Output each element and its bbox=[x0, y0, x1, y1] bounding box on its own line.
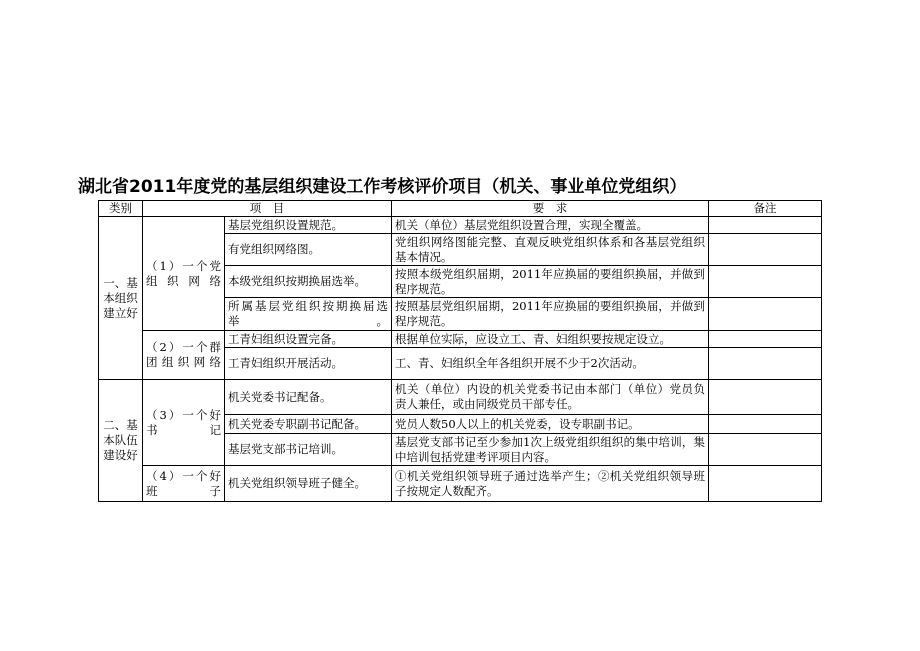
header-item: 项 目 bbox=[143, 201, 392, 217]
requirement-cell: ①机关党组织领导班子通过选举产生；②机关党组织领导班子按规定人数配齐。 bbox=[392, 466, 709, 502]
note-cell bbox=[709, 434, 822, 466]
header-requirement: 要 求 bbox=[392, 201, 709, 217]
item-cell: 机关党组织领导班子健全。 bbox=[225, 466, 392, 502]
table-row bbox=[99, 380, 822, 415]
requirement-cell: 机关（单位）基层党组织设置合理，实现全覆盖。 bbox=[392, 217, 709, 234]
group-cell: （1）一个党组织网络 bbox=[143, 217, 225, 331]
group-cell: （2）一个群团组织网络 bbox=[143, 331, 225, 380]
requirement-cell: 按照本级党组织届期，2011年应换届的要组织换届，并做到程序规范。 bbox=[392, 266, 709, 298]
requirement-cell: 机关（单位）内设的机关党委书记由本部门（单位）党员负责人兼任，或由同级党员干部专任。 bbox=[392, 380, 709, 415]
header-category: 类别 bbox=[99, 201, 143, 217]
note-cell bbox=[709, 331, 822, 348]
note-cell bbox=[709, 466, 822, 502]
requirement-cell: 按照基层党组织届期，2011年应换届的要组织换届，并做到程序规范。 bbox=[392, 298, 709, 331]
note-cell bbox=[709, 234, 822, 266]
table-row bbox=[99, 217, 822, 234]
table-row bbox=[99, 466, 822, 502]
requirement-cell: 工、青、妇组织全年各组织开展不少于2次活动。 bbox=[392, 348, 709, 380]
evaluation-table bbox=[98, 200, 822, 502]
note-cell bbox=[709, 348, 822, 380]
item-cell: 工青妇组织设置完备。 bbox=[225, 331, 392, 348]
requirement-cell: 党组织网络图能完整、直观反映党组织体系和各基层党组织基本情况。 bbox=[392, 234, 709, 266]
requirement-cell: 党员人数50人以上的机关党委，设专职副书记。 bbox=[392, 415, 709, 434]
item-cell: 所属基层党组织按期换届选举。 bbox=[225, 298, 392, 331]
item-cell: 有党组织网络图。 bbox=[225, 234, 392, 266]
requirement-cell: 根据单位实际，应设立工、青、妇组织要按规定设立。 bbox=[392, 331, 709, 348]
item-cell: 本级党组织按期换届选举。 bbox=[225, 266, 392, 298]
note-cell bbox=[709, 380, 822, 415]
note-cell bbox=[709, 415, 822, 434]
table-row bbox=[99, 331, 822, 348]
note-cell bbox=[709, 217, 822, 234]
item-cell: 基层党组织设置规范。 bbox=[225, 217, 392, 234]
item-cell: 机关党委专职副书记配备。 bbox=[225, 415, 392, 434]
item-cell: 工青妇组织开展活动。 bbox=[225, 348, 392, 380]
table-header-row bbox=[99, 201, 822, 217]
category-cell: 二、基本队伍建设好 bbox=[99, 380, 143, 502]
requirement-cell: 基层党支部书记至少参加1次上级党组织组织的集中培训，集中培训包括党建考评项目内容。 bbox=[392, 434, 709, 466]
header-note: 备注 bbox=[709, 201, 822, 217]
document-title: 湖北省2011年度党的基层组织建设工作考核评价项目（机关、事业单位党组织） bbox=[78, 177, 687, 197]
category-cell: 一、基本组织建立好 bbox=[99, 217, 143, 380]
item-cell: 机关党委书记配备。 bbox=[225, 380, 392, 415]
group-cell: （3）一个好书记 bbox=[143, 380, 225, 466]
note-cell bbox=[709, 298, 822, 331]
group-cell: （4）一个好班子 bbox=[143, 466, 225, 502]
item-cell: 基层党支部书记培训。 bbox=[225, 434, 392, 466]
note-cell bbox=[709, 266, 822, 298]
